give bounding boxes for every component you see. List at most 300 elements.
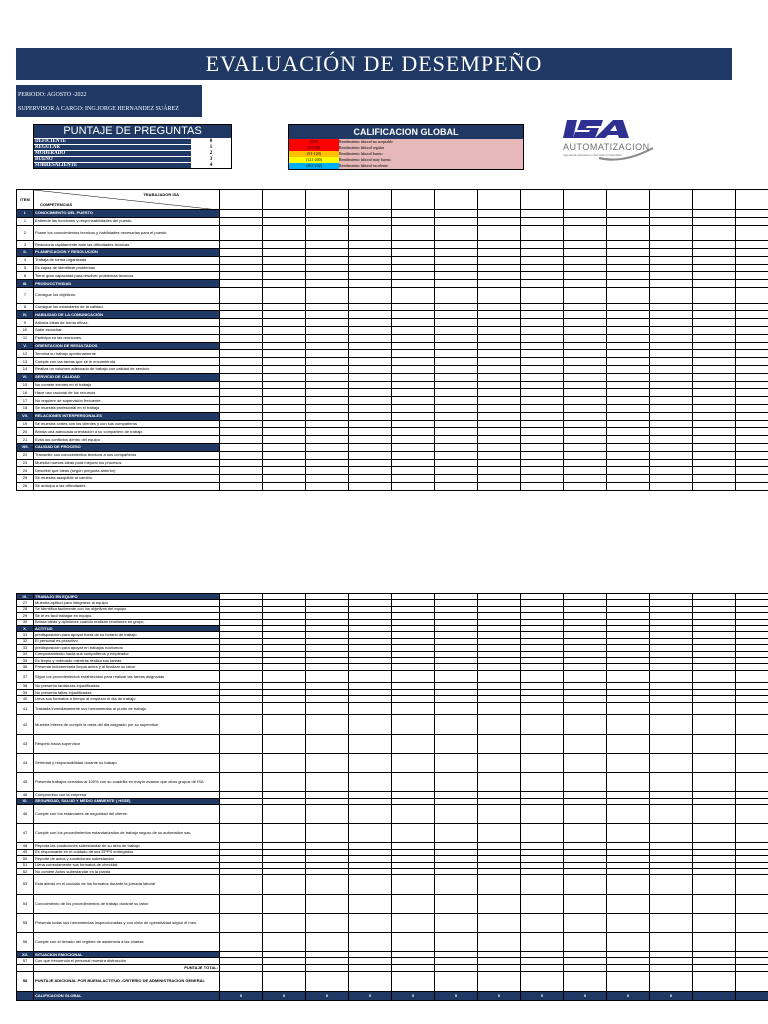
score-cell[interactable]: [521, 350, 564, 358]
score-cell[interactable]: [220, 342, 263, 350]
score-cell[interactable]: [263, 326, 306, 334]
score-cell[interactable]: [521, 389, 564, 397]
score-cell[interactable]: [607, 715, 650, 734]
score-cell[interactable]: [392, 326, 435, 334]
score-cell[interactable]: [263, 358, 306, 366]
score-cell[interactable]: [349, 225, 392, 241]
score-cell[interactable]: [392, 875, 435, 894]
score-cell[interactable]: [435, 894, 478, 913]
score-cell[interactable]: [564, 420, 607, 428]
adicional-cell[interactable]: [736, 971, 768, 991]
score-cell[interactable]: [435, 210, 478, 218]
score-cell[interactable]: [306, 358, 349, 366]
score-cell[interactable]: [693, 753, 736, 772]
score-cell[interactable]: [564, 311, 607, 319]
score-cell[interactable]: [220, 404, 263, 412]
score-cell[interactable]: [349, 913, 392, 932]
score-cell[interactable]: [392, 412, 435, 420]
score-cell[interactable]: [650, 326, 693, 334]
score-cell[interactable]: [392, 753, 435, 772]
score-cell[interactable]: [306, 467, 349, 475]
score-cell[interactable]: [306, 280, 349, 288]
score-cell[interactable]: [607, 670, 650, 683]
score-cell[interactable]: [736, 482, 768, 490]
score-cell[interactable]: [521, 734, 564, 753]
score-cell[interactable]: [263, 420, 306, 428]
score-cell[interactable]: [650, 319, 693, 327]
score-cell[interactable]: [392, 670, 435, 683]
score-cell[interactable]: [564, 773, 607, 792]
score-cell[interactable]: [392, 287, 435, 303]
score-cell[interactable]: [349, 272, 392, 280]
score-cell[interactable]: [478, 753, 521, 772]
score-cell[interactable]: [263, 804, 306, 823]
score-cell[interactable]: [306, 272, 349, 280]
score-cell[interactable]: [478, 287, 521, 303]
score-cell[interactable]: [736, 932, 768, 951]
score-cell[interactable]: [607, 350, 650, 358]
score-cell[interactable]: [349, 280, 392, 288]
score-cell[interactable]: [435, 804, 478, 823]
score-cell[interactable]: [478, 319, 521, 327]
score-cell[interactable]: [263, 256, 306, 264]
score-cell[interactable]: [220, 436, 263, 444]
score-cell[interactable]: [220, 875, 263, 894]
score-cell[interactable]: [521, 475, 564, 483]
score-cell[interactable]: [392, 443, 435, 451]
score-cell[interactable]: [478, 451, 521, 459]
score-cell[interactable]: [263, 913, 306, 932]
score-cell[interactable]: [736, 420, 768, 428]
score-cell[interactable]: [693, 210, 736, 218]
score-cell[interactable]: [349, 342, 392, 350]
score-cell[interactable]: [736, 412, 768, 420]
score-cell[interactable]: [349, 804, 392, 823]
score-cell[interactable]: [349, 932, 392, 951]
score-cell[interactable]: [564, 913, 607, 932]
score-cell[interactable]: [220, 670, 263, 683]
score-cell[interactable]: [220, 397, 263, 405]
score-cell[interactable]: [306, 326, 349, 334]
score-cell[interactable]: [693, 428, 736, 436]
score-cell[interactable]: [650, 272, 693, 280]
score-cell[interactable]: [478, 804, 521, 823]
score-cell[interactable]: [392, 913, 435, 932]
score-cell[interactable]: [564, 436, 607, 444]
score-cell[interactable]: [564, 428, 607, 436]
score-cell[interactable]: [220, 248, 263, 256]
score-cell[interactable]: [435, 734, 478, 753]
score-cell[interactable]: [607, 932, 650, 951]
score-cell[interactable]: [220, 932, 263, 951]
score-cell[interactable]: [435, 467, 478, 475]
score-cell[interactable]: [220, 715, 263, 734]
score-cell[interactable]: [263, 311, 306, 319]
score-cell[interactable]: [220, 326, 263, 334]
score-cell[interactable]: [521, 702, 564, 715]
score-cell[interactable]: [693, 389, 736, 397]
score-cell[interactable]: [521, 319, 564, 327]
score-cell[interactable]: [521, 913, 564, 932]
score-cell[interactable]: [521, 334, 564, 342]
score-cell[interactable]: [349, 420, 392, 428]
score-cell[interactable]: [607, 389, 650, 397]
score-cell[interactable]: [650, 264, 693, 272]
score-cell[interactable]: [263, 373, 306, 381]
score-cell[interactable]: [392, 272, 435, 280]
score-cell[interactable]: [349, 210, 392, 218]
score-cell[interactable]: [693, 319, 736, 327]
score-cell[interactable]: [263, 381, 306, 389]
score-cell[interactable]: [435, 319, 478, 327]
score-cell[interactable]: [306, 932, 349, 951]
score-cell[interactable]: [392, 389, 435, 397]
score-cell[interactable]: [650, 824, 693, 843]
score-cell[interactable]: [220, 824, 263, 843]
score-cell[interactable]: [220, 358, 263, 366]
score-cell[interactable]: [564, 256, 607, 264]
score-cell[interactable]: [478, 436, 521, 444]
score-cell[interactable]: [607, 913, 650, 932]
score-cell[interactable]: [263, 932, 306, 951]
score-cell[interactable]: [435, 824, 478, 843]
score-cell[interactable]: [736, 358, 768, 366]
score-cell[interactable]: [521, 482, 564, 490]
score-cell[interactable]: [306, 475, 349, 483]
score-cell[interactable]: [349, 248, 392, 256]
score-cell[interactable]: [306, 225, 349, 241]
score-cell[interactable]: [564, 358, 607, 366]
score-cell[interactable]: [263, 773, 306, 792]
score-cell[interactable]: [392, 381, 435, 389]
score-cell[interactable]: [263, 287, 306, 303]
score-cell[interactable]: [607, 334, 650, 342]
score-cell[interactable]: [392, 734, 435, 753]
score-cell[interactable]: [564, 241, 607, 249]
score-cell[interactable]: [435, 875, 478, 894]
score-cell[interactable]: [220, 482, 263, 490]
score-cell[interactable]: [349, 459, 392, 467]
score-cell[interactable]: [478, 773, 521, 792]
score-cell[interactable]: [478, 404, 521, 412]
score-cell[interactable]: [392, 436, 435, 444]
score-cell[interactable]: [392, 334, 435, 342]
score-cell[interactable]: [607, 303, 650, 311]
score-cell[interactable]: [220, 350, 263, 358]
score-cell[interactable]: [650, 210, 693, 218]
score-cell[interactable]: [478, 702, 521, 715]
score-cell[interactable]: [478, 248, 521, 256]
score-cell[interactable]: [306, 256, 349, 264]
score-cell[interactable]: [306, 436, 349, 444]
score-cell[interactable]: [306, 428, 349, 436]
score-cell[interactable]: [736, 702, 768, 715]
score-cell[interactable]: [736, 381, 768, 389]
score-cell[interactable]: [392, 241, 435, 249]
score-cell[interactable]: [693, 280, 736, 288]
score-cell[interactable]: [220, 381, 263, 389]
score-cell[interactable]: [521, 303, 564, 311]
score-cell[interactable]: [306, 459, 349, 467]
score-cell[interactable]: [521, 753, 564, 772]
score-cell[interactable]: [607, 358, 650, 366]
score-cell[interactable]: [736, 373, 768, 381]
score-cell[interactable]: [306, 373, 349, 381]
score-cell[interactable]: [607, 420, 650, 428]
score-cell[interactable]: [693, 256, 736, 264]
score-cell[interactable]: [521, 428, 564, 436]
score-cell[interactable]: [736, 334, 768, 342]
score-cell[interactable]: [478, 326, 521, 334]
score-cell[interactable]: [521, 326, 564, 334]
score-cell[interactable]: [263, 451, 306, 459]
score-cell[interactable]: [650, 753, 693, 772]
score-cell[interactable]: [607, 373, 650, 381]
score-cell[interactable]: [478, 894, 521, 913]
score-cell[interactable]: [220, 303, 263, 311]
score-cell[interactable]: [349, 350, 392, 358]
score-cell[interactable]: [521, 248, 564, 256]
score-cell[interactable]: [521, 443, 564, 451]
score-cell[interactable]: [693, 734, 736, 753]
score-cell[interactable]: [564, 443, 607, 451]
score-cell[interactable]: [306, 287, 349, 303]
score-cell[interactable]: [392, 248, 435, 256]
score-cell[interactable]: [693, 248, 736, 256]
score-cell[interactable]: [263, 389, 306, 397]
score-cell[interactable]: [564, 475, 607, 483]
score-cell[interactable]: [349, 753, 392, 772]
score-cell[interactable]: [521, 467, 564, 475]
score-cell[interactable]: [607, 280, 650, 288]
score-cell[interactable]: [263, 280, 306, 288]
score-cell[interactable]: [736, 350, 768, 358]
score-cell[interactable]: [263, 824, 306, 843]
score-cell[interactable]: [736, 217, 768, 225]
score-cell[interactable]: [392, 342, 435, 350]
score-cell[interactable]: [349, 715, 392, 734]
score-cell[interactable]: [435, 389, 478, 397]
score-cell[interactable]: [521, 358, 564, 366]
score-cell[interactable]: [736, 241, 768, 249]
score-cell[interactable]: [306, 241, 349, 249]
score-cell[interactable]: [693, 482, 736, 490]
score-cell[interactable]: [306, 334, 349, 342]
score-cell[interactable]: [521, 412, 564, 420]
score-cell[interactable]: [736, 272, 768, 280]
score-cell[interactable]: [392, 702, 435, 715]
score-cell[interactable]: [306, 311, 349, 319]
score-cell[interactable]: [220, 241, 263, 249]
score-cell[interactable]: [392, 264, 435, 272]
score-cell[interactable]: [693, 436, 736, 444]
score-cell[interactable]: [220, 894, 263, 913]
score-cell[interactable]: [220, 753, 263, 772]
score-cell[interactable]: [392, 256, 435, 264]
score-cell[interactable]: [693, 264, 736, 272]
score-cell[interactable]: [435, 913, 478, 932]
score-cell[interactable]: [349, 303, 392, 311]
score-cell[interactable]: [263, 404, 306, 412]
score-cell[interactable]: [650, 256, 693, 264]
score-cell[interactable]: [693, 272, 736, 280]
score-cell[interactable]: [650, 303, 693, 311]
score-cell[interactable]: [564, 894, 607, 913]
score-cell[interactable]: [693, 412, 736, 420]
score-cell[interactable]: [263, 272, 306, 280]
score-cell[interactable]: [435, 365, 478, 373]
score-cell[interactable]: [650, 241, 693, 249]
score-cell[interactable]: [564, 482, 607, 490]
score-cell[interactable]: [736, 303, 768, 311]
score-cell[interactable]: [349, 256, 392, 264]
score-cell[interactable]: [263, 248, 306, 256]
score-cell[interactable]: [220, 373, 263, 381]
score-cell[interactable]: [607, 287, 650, 303]
score-cell[interactable]: [607, 804, 650, 823]
score-cell[interactable]: [392, 373, 435, 381]
score-cell[interactable]: [478, 280, 521, 288]
score-cell[interactable]: [564, 824, 607, 843]
score-cell[interactable]: [263, 875, 306, 894]
score-cell[interactable]: [693, 894, 736, 913]
score-cell[interactable]: [607, 217, 650, 225]
score-cell[interactable]: [736, 225, 768, 241]
score-cell[interactable]: [650, 420, 693, 428]
score-cell[interactable]: [521, 436, 564, 444]
score-cell[interactable]: [607, 404, 650, 412]
score-cell[interactable]: [435, 326, 478, 334]
score-cell[interactable]: [521, 280, 564, 288]
score-cell[interactable]: [349, 287, 392, 303]
score-cell[interactable]: [564, 875, 607, 894]
score-cell[interactable]: [435, 225, 478, 241]
score-cell[interactable]: [349, 451, 392, 459]
score-cell[interactable]: [349, 670, 392, 683]
score-cell[interactable]: [693, 932, 736, 951]
score-cell[interactable]: [349, 217, 392, 225]
adicional-cell[interactable]: [478, 971, 521, 991]
score-cell[interactable]: [263, 670, 306, 683]
score-cell[interactable]: [650, 342, 693, 350]
score-cell[interactable]: [306, 420, 349, 428]
score-cell[interactable]: [650, 715, 693, 734]
score-cell[interactable]: [478, 397, 521, 405]
score-cell[interactable]: [392, 459, 435, 467]
score-cell[interactable]: [392, 397, 435, 405]
score-cell[interactable]: [693, 420, 736, 428]
score-cell[interactable]: [650, 412, 693, 420]
score-cell[interactable]: [650, 734, 693, 753]
score-cell[interactable]: [607, 264, 650, 272]
score-cell[interactable]: [263, 217, 306, 225]
score-cell[interactable]: [693, 715, 736, 734]
score-cell[interactable]: [693, 373, 736, 381]
score-cell[interactable]: [693, 451, 736, 459]
score-cell[interactable]: [349, 428, 392, 436]
score-cell[interactable]: [650, 287, 693, 303]
score-cell[interactable]: [693, 241, 736, 249]
score-cell[interactable]: [220, 804, 263, 823]
score-cell[interactable]: [564, 804, 607, 823]
score-cell[interactable]: [693, 804, 736, 823]
score-cell[interactable]: [306, 804, 349, 823]
score-cell[interactable]: [220, 451, 263, 459]
score-cell[interactable]: [736, 875, 768, 894]
score-cell[interactable]: [736, 734, 768, 753]
score-cell[interactable]: [392, 467, 435, 475]
score-cell[interactable]: [564, 412, 607, 420]
score-cell[interactable]: [392, 280, 435, 288]
score-cell[interactable]: [349, 381, 392, 389]
score-cell[interactable]: [478, 932, 521, 951]
score-cell[interactable]: [736, 913, 768, 932]
score-cell[interactable]: [263, 334, 306, 342]
score-cell[interactable]: [435, 358, 478, 366]
score-cell[interactable]: [521, 932, 564, 951]
score-cell[interactable]: [349, 264, 392, 272]
score-cell[interactable]: [607, 702, 650, 715]
score-cell[interactable]: [392, 319, 435, 327]
score-cell[interactable]: [521, 875, 564, 894]
score-cell[interactable]: [736, 256, 768, 264]
score-cell[interactable]: [693, 334, 736, 342]
score-cell[interactable]: [478, 342, 521, 350]
score-cell[interactable]: [564, 753, 607, 772]
score-cell[interactable]: [220, 428, 263, 436]
score-cell[interactable]: [607, 248, 650, 256]
score-cell[interactable]: [607, 436, 650, 444]
score-cell[interactable]: [392, 303, 435, 311]
score-cell[interactable]: [220, 734, 263, 753]
adicional-cell[interactable]: [650, 971, 693, 991]
score-cell[interactable]: [736, 443, 768, 451]
score-cell[interactable]: [306, 217, 349, 225]
score-cell[interactable]: [349, 389, 392, 397]
score-cell[interactable]: [736, 397, 768, 405]
score-cell[interactable]: [607, 256, 650, 264]
score-cell[interactable]: [478, 389, 521, 397]
score-cell[interactable]: [478, 381, 521, 389]
score-cell[interactable]: [263, 443, 306, 451]
score-cell[interactable]: [650, 350, 693, 358]
score-cell[interactable]: [650, 389, 693, 397]
score-cell[interactable]: [435, 412, 478, 420]
score-cell[interactable]: [263, 303, 306, 311]
score-cell[interactable]: [693, 217, 736, 225]
score-cell[interactable]: [736, 326, 768, 334]
score-cell[interactable]: [736, 311, 768, 319]
score-cell[interactable]: [220, 217, 263, 225]
score-cell[interactable]: [220, 443, 263, 451]
score-cell[interactable]: [693, 311, 736, 319]
score-cell[interactable]: [607, 412, 650, 420]
score-cell[interactable]: [478, 225, 521, 241]
score-cell[interactable]: [392, 225, 435, 241]
score-cell[interactable]: [220, 467, 263, 475]
score-cell[interactable]: [435, 420, 478, 428]
score-cell[interactable]: [349, 773, 392, 792]
score-cell[interactable]: [306, 773, 349, 792]
score-cell[interactable]: [306, 451, 349, 459]
score-cell[interactable]: [650, 451, 693, 459]
score-cell[interactable]: [435, 287, 478, 303]
score-cell[interactable]: [478, 264, 521, 272]
score-cell[interactable]: [564, 326, 607, 334]
score-cell[interactable]: [521, 272, 564, 280]
score-cell[interactable]: [220, 702, 263, 715]
score-cell[interactable]: [607, 381, 650, 389]
